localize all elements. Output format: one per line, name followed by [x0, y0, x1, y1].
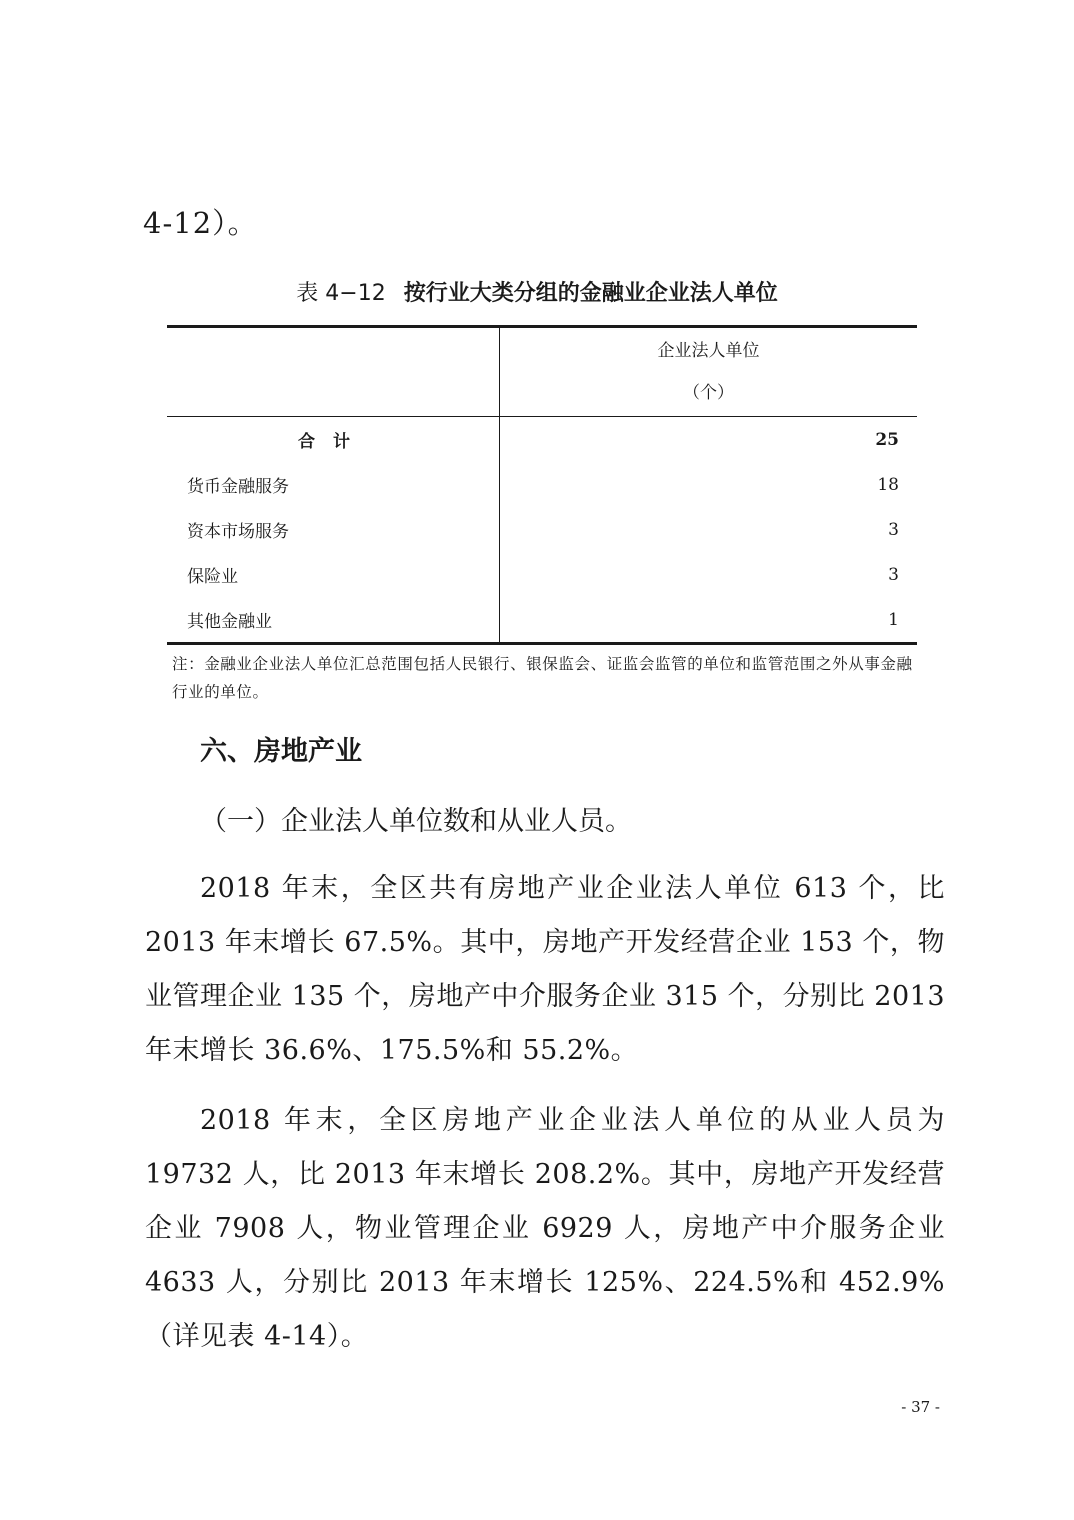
row-value: 18 — [877, 474, 899, 495]
table-caption — [0, 277, 1074, 311]
row-value: 25 — [875, 429, 899, 450]
row-label: 合计 — [167, 417, 500, 463]
table-row — [167, 507, 917, 552]
table-caption-title: 按行业大类分组的金融业企业法人单位 — [403, 281, 778, 306]
row-value: 1 — [500, 597, 918, 644]
table-row — [167, 597, 917, 644]
body-paragraph: 2018 年末，全区共有房地产业企业法人单位 613 个，比 2013 年末增长 67.5%。其中，房地产开发经营企业 153 个，物业管理企业 135 个，房地产中介服务企业 315 个，分别比 2013 年末增长 36.6%、175.5%和 55.2%。 — [145, 873, 945, 1066]
subsection-heading: （一）企业法人单位数和从业人员。 — [200, 806, 632, 837]
row-value: 3 — [888, 519, 899, 540]
section-heading: 六、房地产业 — [200, 736, 362, 767]
row-label: 保险业 — [167, 552, 500, 597]
carried-over-text: 4-12）。 — [143, 206, 258, 240]
table-caption-number: 表 4−12 — [296, 281, 386, 306]
row-label: 资本市场服务 — [167, 507, 500, 552]
page-number: - 37 - — [901, 1398, 940, 1416]
table-row-total — [167, 417, 917, 463]
header-column-cell — [500, 327, 918, 417]
row-label: 其他金融业 — [167, 597, 500, 644]
table-note: 注：金融业企业法人单位汇总范围包括人民银行、银保监会、证监会监管的单位和监管范围之外从事金融行业的单位。 — [172, 655, 913, 701]
header-column-unit: （个） — [683, 383, 734, 403]
financial-enterprises-table — [167, 325, 917, 645]
table-row — [167, 462, 917, 507]
body-paragraph: 2018 年末，全区房地产业企业法人单位的从业人员为 19732 人，比 2013 年末增长 208.2%。其中，房地产开发经营企业 7908 人，物业管理企业 6929 人，房地产中介服务企业 4633 人，分别比 2013 年末增长 125%、224.5%和 452.9%（详见表 4-14）。 — [145, 1105, 945, 1352]
table-row — [167, 552, 917, 597]
row-label: 货币金融服务 — [167, 462, 500, 507]
row-value: 3 — [888, 564, 899, 585]
table-header-row — [167, 327, 917, 417]
header-stub-cell — [167, 327, 500, 417]
header-column-label: 企业法人单位 — [657, 341, 760, 361]
